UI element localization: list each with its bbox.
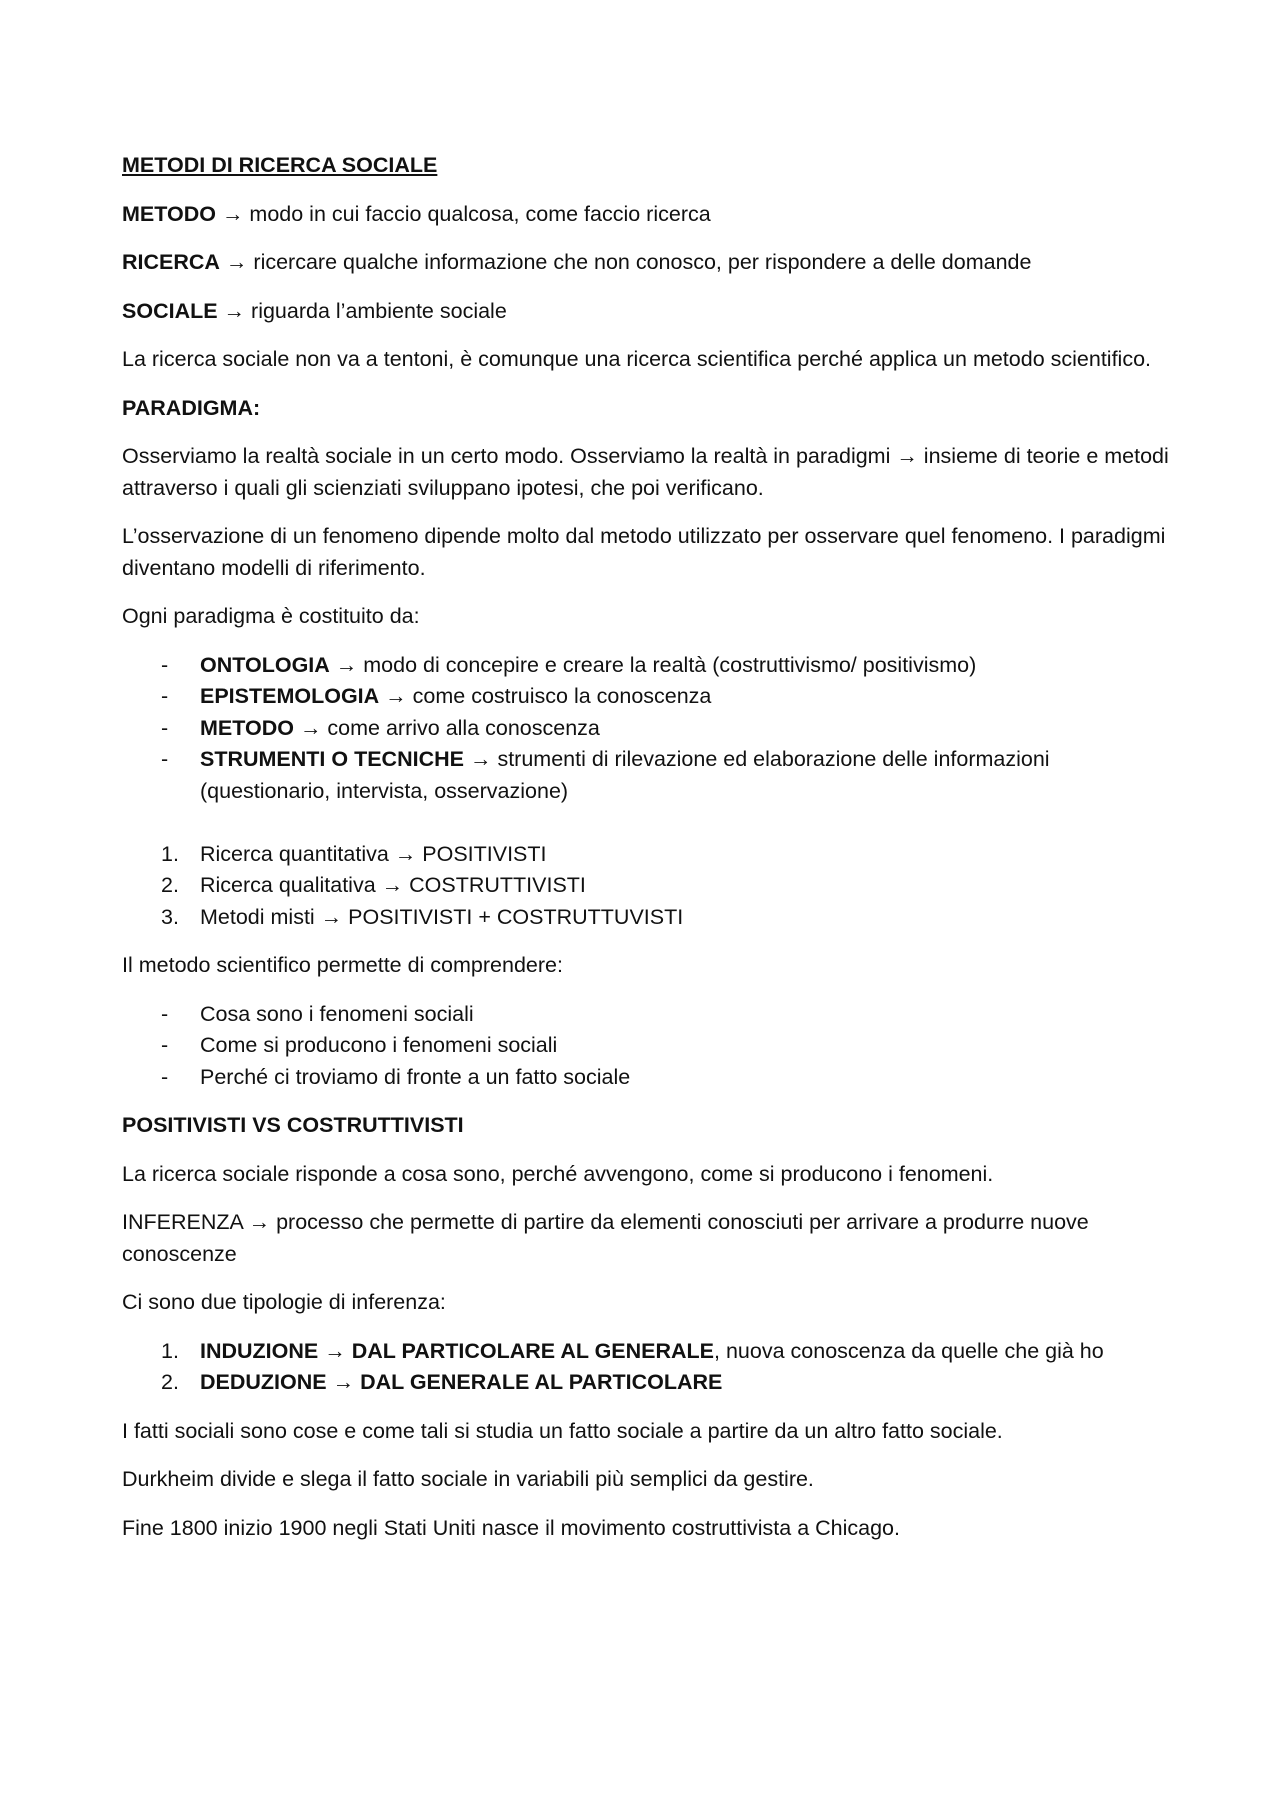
list-item: [122, 713, 1182, 745]
components-list: [122, 650, 1182, 808]
list-marker: -: [161, 747, 169, 771]
item-text: Ricerca quantitativa → POSITIVISTI: [200, 841, 547, 866]
list-marker: 3.: [161, 904, 179, 929]
definition-sociale: [122, 296, 1182, 328]
list-marker: 1.: [161, 1338, 179, 1363]
paragraph-durkheim: Durkheim divide e slega il fatto sociale in variabili più semplici da gestire.: [122, 1467, 814, 1491]
list-item: [122, 744, 1182, 807]
item-text: come arrivo alla conoscenza: [327, 715, 600, 740]
paragraph-metodo-scientifico: Il metodo scientifico permette di comprendere:: [122, 953, 563, 977]
paragraph-osserviamo: Osserviamo la realtà sociale in un certo modo. Osserviamo la realtà in paradigmi → insieme di teorie e metodi attraverso i quali gli scienziati sviluppano ipotesi, che poi verificano.: [122, 444, 1169, 500]
heading-text: PARADIGMA:: [122, 395, 261, 420]
item-bold-text: INDUZIONE → DAL PARTICOLARE AL GENERALE: [200, 1338, 715, 1363]
list-marker: -: [161, 715, 169, 740]
item-text: Cosa sono i fenomeni sociali: [200, 1001, 474, 1026]
term: SOCIALE: [122, 298, 218, 323]
definition-text: ricercare qualche informazione che non conosco, per rispondere a delle domande: [253, 250, 1032, 274]
term: METODO: [122, 201, 216, 226]
item-text: Metodi misti → POSITIVISTI + COSTRUTTUVISTI: [200, 904, 684, 929]
arrow: →: [219, 250, 254, 274]
list-item: [122, 839, 1182, 871]
document-page: [122, 150, 1182, 1561]
list-marker: -: [161, 652, 169, 677]
arrow: →: [215, 201, 250, 226]
paragraph-ricerca-sociale: La ricerca sociale non va a tentoni, è comunque una ricerca scientifica perché applica un metodo scientifico.: [122, 347, 1151, 371]
list-item: [122, 902, 1182, 934]
definition-text: modo in cui faccio qualcosa, come faccio ricerca: [249, 201, 711, 226]
arrow: →: [329, 652, 364, 677]
item-text: come costruisco la conoscenza: [412, 684, 712, 708]
item-text: Perché ci troviamo di fronte a un fatto sociale: [200, 1064, 631, 1089]
list-item: [122, 1367, 1182, 1399]
item-text: modo di concepire e creare la realtà (costruttivismo/ positivismo): [363, 652, 977, 677]
heading-positivisti-vs-costruttivisti: [122, 1110, 1182, 1142]
list-item: [122, 870, 1182, 902]
list-item: [122, 650, 1182, 682]
paragraph-ogni-paradigma: Ogni paradigma è costituito da:: [122, 604, 420, 628]
paragraph-osservazione: L’osservazione di un fenomeno dipende molto dal metodo utilizzato per osservare quel fenomeno. I paradigmi diventano modelli di riferimento.: [122, 524, 1166, 580]
list-marker: -: [161, 1033, 169, 1057]
research-types-list: [122, 839, 1182, 934]
page-title: METODI DI RICERCA SOCIALE: [122, 153, 438, 177]
term: RICERCA: [122, 250, 220, 274]
list-item: [122, 681, 1182, 713]
heading-text: POSITIVISTI VS COSTRUTTIVISTI: [122, 1113, 464, 1137]
item-text: , nuova conoscenza da quelle che già ho: [714, 1338, 1104, 1363]
heading-paradigma: [122, 393, 1182, 425]
list-marker: 1.: [161, 841, 179, 866]
understand-list: [122, 999, 1182, 1094]
list-item: [122, 999, 1182, 1031]
paragraph-fatti-sociali: I fatti sociali sono cose e come tali si studia un fatto sociale a partire da un altro fatto sociale.: [122, 1418, 1003, 1443]
arrow: →: [217, 298, 252, 323]
paragraph-tipologie: Ci sono due tipologie di inferenza:: [122, 1290, 446, 1314]
list-marker: 2.: [161, 1370, 179, 1394]
list-marker: -: [161, 684, 169, 708]
arrow: →: [293, 715, 328, 740]
term: EPISTEMOLOGIA: [200, 684, 380, 708]
spacer: [122, 807, 1182, 839]
definition-text: riguarda l’ambiente sociale: [251, 298, 507, 323]
list-marker: -: [161, 1001, 169, 1026]
item-text: Ricerca qualitativa → COSTRUTTIVISTI: [200, 873, 586, 897]
item-text: strumenti di rilevazione ed elaborazione delle informazioni (questionario, intervista, osservazione): [200, 747, 1050, 803]
arrow: →: [463, 747, 498, 771]
paragraph-risponde: La ricerca sociale risponde a cosa sono, perché avvengono, come si producono i fenomeni.: [122, 1161, 994, 1186]
paragraph-fine-1800: Fine 1800 inizio 1900 negli Stati Uniti nasce il movimento costruttivista a Chicago.: [122, 1515, 900, 1540]
list-marker: -: [161, 1064, 169, 1089]
definition-ricerca: [122, 247, 1182, 279]
item-text: Come si producono i fenomeni sociali: [200, 1033, 558, 1057]
term: ONTOLOGIA: [200, 652, 330, 677]
list-item: [122, 1062, 1182, 1094]
arrow: →: [379, 684, 413, 708]
definition-metodo: [122, 199, 1182, 231]
inference-types-list: [122, 1336, 1182, 1399]
term: STRUMENTI O TECNICHE: [200, 747, 464, 771]
paragraph-inferenza: INFERENZA → processo che permette di partire da elementi conosciuti per arrivare a produrre nuove conoscenze: [122, 1210, 1089, 1266]
list-item: [122, 1336, 1182, 1368]
list-item: [122, 1030, 1182, 1062]
item-bold-text: DEDUZIONE → DAL GENERALE AL PARTICOLARE: [200, 1370, 723, 1394]
term: METODO: [200, 715, 294, 740]
list-marker: 2.: [161, 873, 179, 897]
